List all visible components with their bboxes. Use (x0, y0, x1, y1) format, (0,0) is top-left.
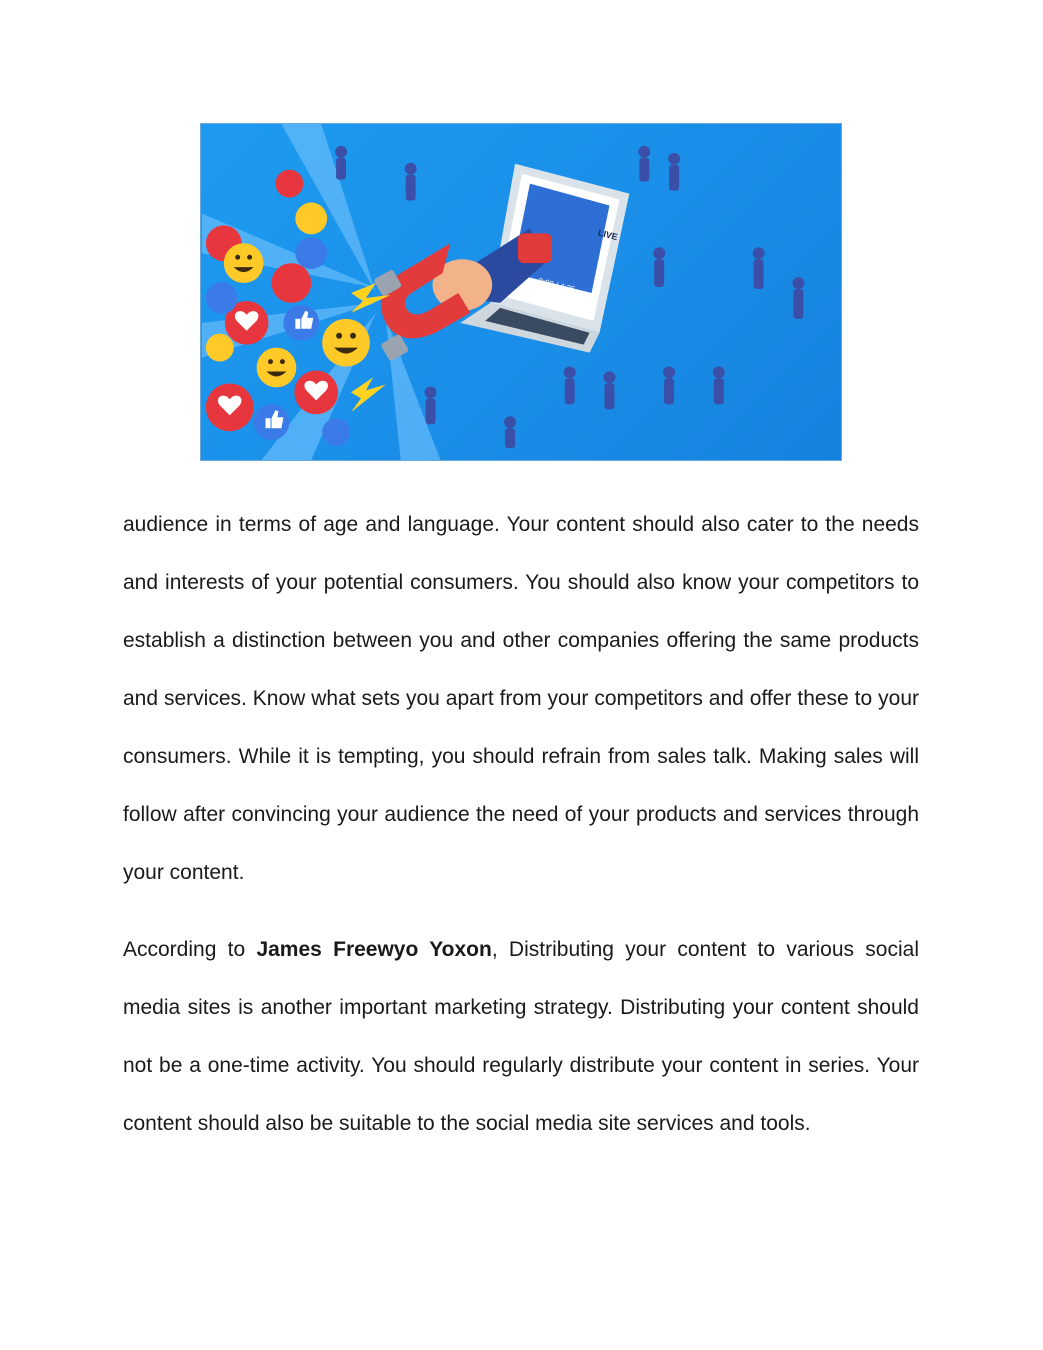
paragraph-2-text (123, 921, 919, 1153)
paragraph-2-rest: , Distributing your content to various social media sites is another important marketing strategy. Distributing your content should not be a one-time activity. You should regularly distribute your content in series. Your content should also be suitable to the social media site services and tools. (123, 938, 919, 1135)
svg-text:0:00 / 4:25: 0:00 / 4:25 (537, 276, 576, 295)
paragraph-1-text: audience in terms of age and language. Your content should also cater to the needs and interests of your potential consumers. You should also know your competitors to establish a distinction between you and other companies offering the same products and services. Know what sets you apart from your competitors and offer these to your consumers. While it is tempting, you should refrain from sales talk. Making sales will follow after convincing your audience the need of your products and services through your content. (123, 513, 919, 884)
paragraph-2 (123, 921, 919, 1153)
paragraph-1 (123, 496, 919, 902)
author-name: James Freewyo Yoxon (256, 938, 492, 961)
svg-text:LIVE: LIVE (597, 227, 619, 243)
paragraph-2-prefix: According to (123, 938, 257, 961)
hero-illustration (200, 123, 842, 461)
